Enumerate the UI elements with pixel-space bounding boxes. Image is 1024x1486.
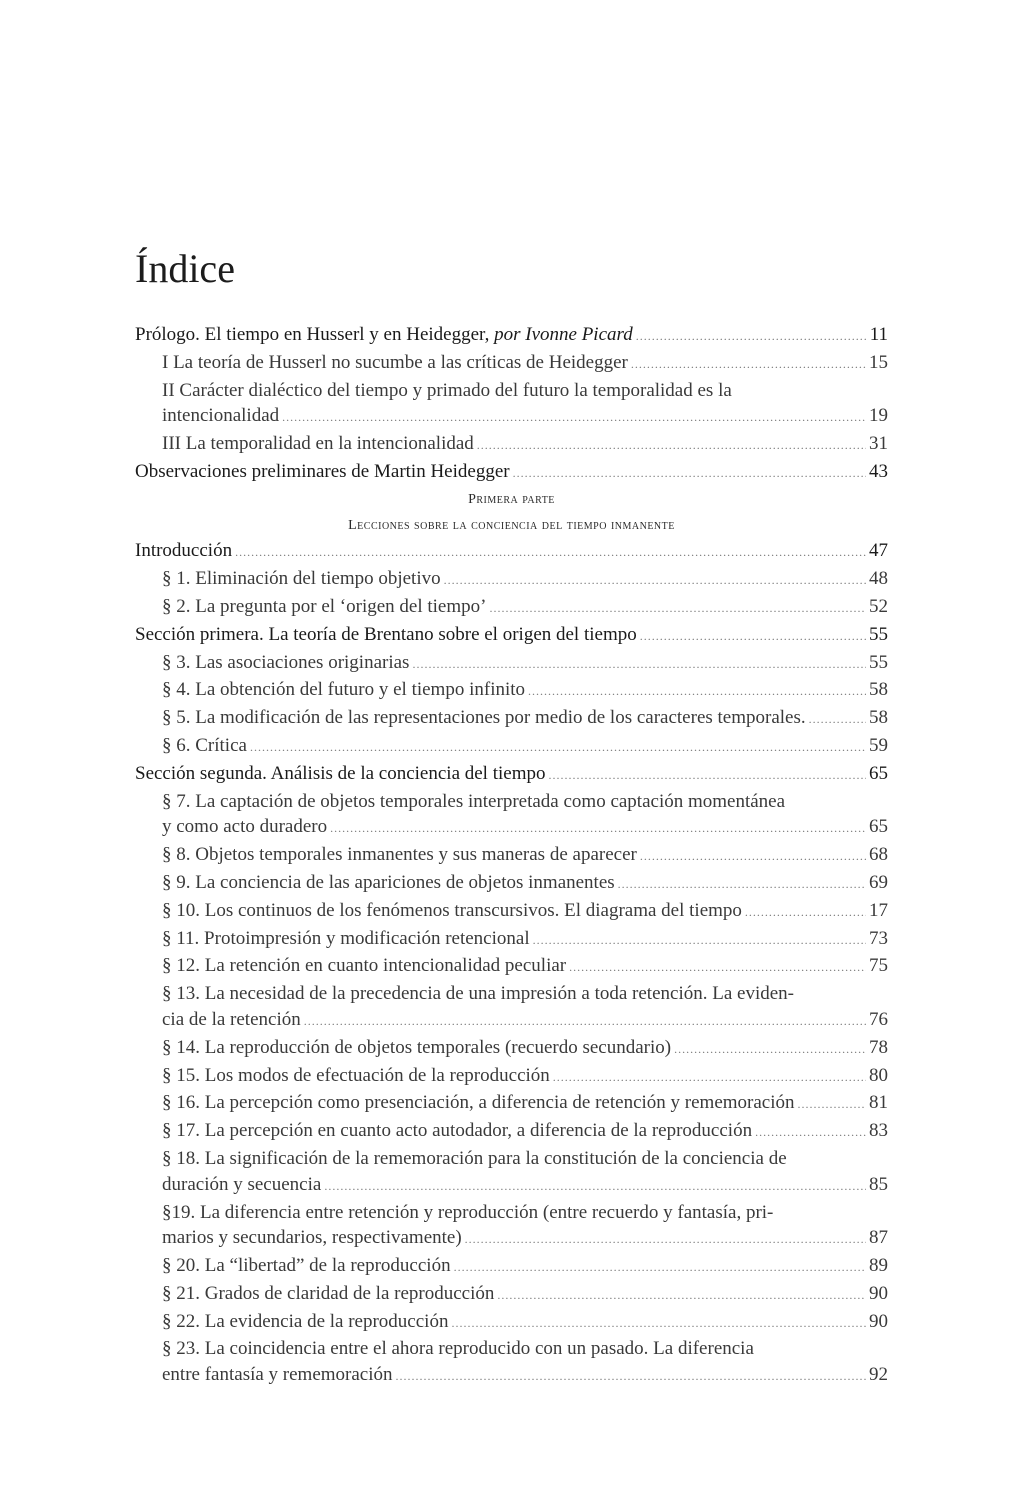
toc-entry[interactable] bbox=[135, 761, 888, 789]
entry-title-text: § 17. La percepción en cuanto acto autodador, a diferencia de la reproducción bbox=[162, 1120, 753, 1142]
entry-title-line1: § 23. La coincidencia entre el ahora reproducido con un pasado. La diferencia bbox=[162, 1338, 754, 1360]
entry-title-text: § 2. La pregunta por el ‘origen del tiempo’ bbox=[162, 595, 487, 617]
entry-title-text: III La temporalidad en la intencionalidad bbox=[162, 433, 474, 455]
page-number: 81 bbox=[869, 1092, 888, 1114]
dot-leader bbox=[533, 928, 866, 954]
toc-entry[interactable] bbox=[135, 1281, 888, 1309]
entry-title-line1: §19. La diferencia entre retención y reproducción (entre recuerdo y fantasía, pri- bbox=[162, 1201, 774, 1223]
entry-line2 bbox=[162, 1362, 888, 1390]
dot-leader bbox=[569, 955, 866, 981]
dot-leader bbox=[489, 596, 866, 622]
toc-entry[interactable] bbox=[135, 981, 888, 1035]
entry-title-line1: § 13. La necesidad de la precedencia de una impresión a toda retención. La eviden- bbox=[162, 983, 794, 1005]
toc-entry[interactable] bbox=[135, 789, 888, 843]
entry-line2 bbox=[162, 814, 888, 842]
dot-leader bbox=[809, 707, 866, 733]
toc-entry[interactable] bbox=[135, 898, 888, 926]
toc-entry[interactable] bbox=[135, 650, 888, 678]
part-label: Primera parte bbox=[468, 491, 555, 507]
entry-title bbox=[162, 1063, 550, 1089]
entry-title bbox=[135, 538, 232, 564]
entry-title bbox=[162, 350, 628, 376]
dot-leader bbox=[250, 735, 866, 761]
toc-entry[interactable] bbox=[135, 1063, 888, 1091]
entry-title-text: Sección segunda. Análisis de la conciencia del tiempo bbox=[135, 762, 546, 784]
entry-line2 bbox=[162, 1007, 888, 1035]
front-matter-list bbox=[135, 322, 888, 487]
page-number: 92 bbox=[869, 1364, 888, 1386]
entry-title-text: § 6. Crítica bbox=[162, 734, 247, 756]
toc-entry[interactable] bbox=[135, 677, 888, 705]
entry-title-text: Prólogo. El tiempo en Husserl y en Heidegger, bbox=[135, 324, 495, 345]
toc-entry[interactable] bbox=[135, 1336, 888, 1390]
dot-leader bbox=[755, 1120, 866, 1146]
dot-leader bbox=[640, 624, 866, 650]
page-number: 15 bbox=[869, 351, 888, 373]
entry-title-line2: intencionalidad bbox=[162, 405, 280, 427]
entry-title bbox=[162, 1281, 494, 1307]
entry-title-text: § 14. La reproducción de objetos temporales (recuerdo secundario) bbox=[162, 1036, 672, 1058]
entry-title bbox=[162, 431, 474, 457]
dot-leader bbox=[631, 352, 866, 378]
toc-entry[interactable] bbox=[135, 1146, 888, 1200]
entry-title bbox=[162, 566, 441, 592]
page-number: 31 bbox=[869, 433, 888, 455]
dot-leader bbox=[618, 872, 866, 898]
page-number: 55 bbox=[869, 651, 888, 673]
entry-title-text: I La teoría de Husserl no sucumbe a las críticas de Heidegger bbox=[162, 351, 628, 373]
dot-leader bbox=[553, 1065, 866, 1091]
toc-entry[interactable] bbox=[135, 350, 888, 378]
page-number: 47 bbox=[869, 540, 888, 562]
entry-title bbox=[162, 594, 486, 620]
dot-leader bbox=[444, 568, 866, 594]
toc-entry[interactable] bbox=[135, 622, 888, 650]
entry-title-text: § 20. La “libertad” de la reproducción bbox=[162, 1255, 451, 1277]
dot-leader bbox=[477, 433, 866, 459]
entry-title-line1: § 7. La captación de objetos temporales interpretada como captación momentánea bbox=[162, 790, 786, 812]
dot-leader bbox=[674, 1037, 866, 1063]
dot-leader bbox=[235, 540, 866, 566]
entry-title bbox=[162, 705, 806, 731]
dot-leader bbox=[412, 652, 866, 678]
entry-title bbox=[162, 1309, 448, 1335]
page-number: 90 bbox=[869, 1282, 888, 1304]
entry-title bbox=[162, 842, 637, 868]
entry-title bbox=[162, 953, 566, 979]
toc-entry[interactable] bbox=[135, 1118, 888, 1146]
entry-title-text: § 1. Eliminación del tiempo objetivo bbox=[162, 568, 441, 590]
entry-title-text: § 5. La modificación de las representaciones por medio de los caracteres temporales. bbox=[162, 707, 806, 729]
page-number: 89 bbox=[869, 1255, 888, 1277]
page-number: 55 bbox=[869, 623, 888, 645]
page-number: 52 bbox=[869, 595, 888, 617]
page-number: 69 bbox=[869, 871, 888, 893]
entry-title-text: § 10. Los continuos de los fenómenos transcursivos. El diagrama del tiempo bbox=[162, 899, 742, 921]
dot-leader bbox=[497, 1283, 866, 1309]
entries-list bbox=[135, 538, 888, 1390]
entry-title-text: § 21. Grados de claridad de la reproducción bbox=[162, 1282, 495, 1304]
dot-leader bbox=[451, 1311, 866, 1337]
dot-leader bbox=[636, 324, 867, 350]
page-number: 90 bbox=[869, 1310, 888, 1332]
entry-line2 bbox=[162, 1225, 888, 1253]
entry-title-text: § 12. La retención en cuanto intencionalidad peculiar bbox=[162, 955, 567, 977]
entry-title-text: § 8. Objetos temporales inmanentes y sus maneras de aparecer bbox=[162, 844, 637, 866]
dot-leader bbox=[528, 679, 866, 705]
entry-title-text: § 3. Las asociaciones originarias bbox=[162, 651, 410, 673]
page-title: Índice bbox=[135, 246, 235, 291]
page-number: 68 bbox=[869, 844, 888, 866]
page-number: 48 bbox=[869, 568, 888, 590]
entry-title-line2: y como acto duradero bbox=[162, 816, 328, 838]
entry-title bbox=[135, 322, 633, 348]
entry-title bbox=[162, 1035, 671, 1061]
entry-title-line1: § 18. La significación de la rememoración para la constitución de la conciencia de bbox=[162, 1147, 787, 1169]
entry-title bbox=[162, 898, 742, 924]
page-number: 43 bbox=[869, 460, 888, 482]
toc-entry[interactable] bbox=[135, 1309, 888, 1337]
toc-entry[interactable] bbox=[135, 538, 888, 566]
entry-title bbox=[162, 926, 530, 952]
toc-entry[interactable] bbox=[135, 566, 888, 594]
entry-title bbox=[162, 1253, 451, 1279]
page-number: 65 bbox=[869, 816, 888, 838]
toc-entry[interactable] bbox=[135, 953, 888, 981]
page-number: 87 bbox=[869, 1227, 888, 1249]
dot-leader bbox=[465, 1227, 866, 1253]
entry-title bbox=[162, 1118, 752, 1144]
dot-leader bbox=[304, 1009, 866, 1035]
entry-title bbox=[162, 1090, 795, 1116]
toc-entry[interactable] bbox=[135, 1253, 888, 1281]
entry-title bbox=[135, 622, 637, 648]
entry-title-text: Observaciones preliminares de Martin Heidegger bbox=[135, 460, 510, 482]
entry-title-text: Introducción bbox=[135, 540, 233, 562]
page-number: 58 bbox=[869, 707, 888, 729]
entry-title bbox=[135, 459, 510, 485]
entry-title-text: § 4. La obtención del futuro y el tiempo infinito bbox=[162, 679, 526, 701]
dot-leader bbox=[745, 900, 866, 926]
page-number: 19 bbox=[869, 405, 888, 427]
page-number: 59 bbox=[869, 734, 888, 756]
toc-entry[interactable] bbox=[135, 870, 888, 898]
dot-leader bbox=[640, 844, 866, 870]
toc-entry[interactable] bbox=[135, 1035, 888, 1063]
dot-leader bbox=[324, 1174, 866, 1200]
toc-entry[interactable] bbox=[135, 322, 888, 350]
page-number: 75 bbox=[869, 955, 888, 977]
page-number: 58 bbox=[869, 679, 888, 701]
entry-title-line2: cia de la retención bbox=[162, 1008, 301, 1030]
entry-title bbox=[162, 650, 409, 676]
page-number: 65 bbox=[869, 762, 888, 784]
page-number: 85 bbox=[869, 1173, 888, 1195]
toc-entry[interactable] bbox=[135, 1090, 888, 1118]
toc-entry[interactable] bbox=[135, 1200, 888, 1254]
dot-leader bbox=[513, 461, 866, 487]
toc-entry[interactable] bbox=[135, 842, 888, 870]
page-number: 80 bbox=[869, 1064, 888, 1086]
part-title: Lecciones sobre la conciencia del tiempo inmanente bbox=[348, 517, 675, 533]
dot-leader bbox=[396, 1364, 866, 1390]
entry-title bbox=[162, 677, 525, 703]
entry-title-text: Sección primera. La teoría de Brentano sobre el origen del tiempo bbox=[135, 623, 637, 645]
page-number: 17 bbox=[869, 899, 888, 921]
page-number: 73 bbox=[869, 927, 888, 949]
dot-leader bbox=[330, 816, 866, 842]
page-number: 78 bbox=[869, 1036, 888, 1058]
dot-leader bbox=[798, 1092, 866, 1118]
entry-title-line1: II Carácter dialéctico del tiempo y primado del futuro la temporalidad es la bbox=[162, 379, 732, 401]
page-number: 76 bbox=[869, 1008, 888, 1030]
dot-leader bbox=[282, 405, 866, 431]
entry-title-line2: entre fantasía y rememoración bbox=[162, 1364, 393, 1386]
entry-title-line2: duración y secuencia bbox=[162, 1173, 322, 1195]
toc-entry[interactable] bbox=[135, 459, 888, 487]
toc-entry[interactable] bbox=[135, 431, 888, 459]
toc-entry[interactable] bbox=[135, 926, 888, 954]
toc-entry[interactable] bbox=[135, 378, 888, 432]
toc-entry[interactable] bbox=[135, 705, 888, 733]
entry-title bbox=[135, 761, 546, 787]
entry-title bbox=[162, 733, 247, 759]
page-number: 11 bbox=[869, 324, 888, 345]
entry-title-text: § 22. La evidencia de la reproducción bbox=[162, 1310, 449, 1332]
entry-title-text: § 11. Protoimpresión y modificación retencional bbox=[162, 927, 530, 949]
page-number: 83 bbox=[869, 1120, 888, 1142]
toc-entry[interactable] bbox=[135, 594, 888, 622]
entry-author: por Ivonne Picard bbox=[494, 324, 633, 345]
entry-title bbox=[162, 870, 615, 896]
table-of-contents bbox=[135, 322, 888, 1390]
entry-title-text: § 15. Los modos de efectuación de la reproducción bbox=[162, 1064, 550, 1086]
entry-title-text: § 16. La percepción como presenciación, a diferencia de retención y rememoración bbox=[162, 1092, 795, 1114]
entry-line2 bbox=[162, 403, 888, 431]
toc-entry[interactable] bbox=[135, 733, 888, 761]
entry-title-text: § 9. La conciencia de las apariciones de objetos inmanentes bbox=[162, 871, 615, 893]
entry-title-line2: marios y secundarios, respectivamente) bbox=[162, 1227, 462, 1249]
dot-leader bbox=[454, 1255, 866, 1281]
entry-line2 bbox=[162, 1172, 888, 1200]
dot-leader bbox=[549, 763, 867, 789]
